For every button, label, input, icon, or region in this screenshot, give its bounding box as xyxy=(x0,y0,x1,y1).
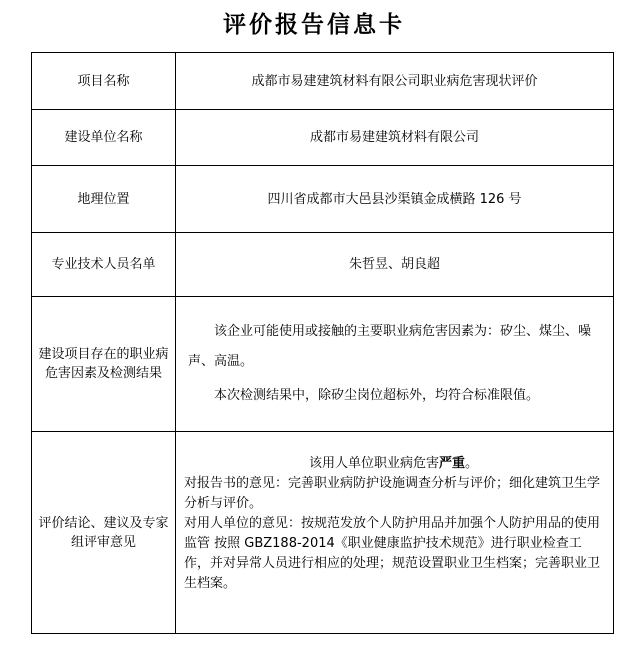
row-conclusion xyxy=(32,432,614,634)
staff-value: 朱哲昱、胡良超 xyxy=(176,233,614,297)
row-location xyxy=(32,166,614,233)
conclusion-value xyxy=(176,432,614,634)
row-construction-unit xyxy=(32,110,614,166)
row-hazards xyxy=(32,297,614,432)
hazards-results-text: 本次检测结果中，除矽尘岗位超标外，均符合标准限值。 xyxy=(214,388,540,403)
hazards-factors-text: 该企业可能使用或接触的主要职业病危害因素为：矽尘、煤尘、噪声、高温。 xyxy=(188,324,592,369)
location-label: 地理位置 xyxy=(32,166,176,233)
construction-unit-value: 成都市易建建筑材料有限公司 xyxy=(176,110,614,166)
hazards-label: 建设项目存在的职业病危害因素及检测结果 xyxy=(32,297,176,432)
location-value: 四川省成都市大邑县沙渠镇金成横路 126 号 xyxy=(176,166,614,233)
page-title: 评价报告信息卡 xyxy=(223,12,405,38)
project-name-label: 项目名称 xyxy=(32,53,176,110)
report-info-card-table xyxy=(31,52,614,634)
construction-unit-label: 建设单位名称 xyxy=(32,110,176,166)
conclusion-employer-opinion: 对用人单位的意见：按规范发放个人防护用品并加强个人防护用品的使用监管 按照 GBZ188-2014《职业健康监护技术规范》进行职业检查工作，并对异常人员进行相应的处理；规范设置职业卫生档案；完善职业卫生档案。 xyxy=(184,516,601,591)
row-project-name xyxy=(32,53,614,110)
conclusion-summary-prefix: 该用人单位职业病危害 xyxy=(308,456,439,471)
row-staff xyxy=(32,233,614,297)
conclusion-summary-emphasis: 严重 xyxy=(438,456,465,471)
conclusion-summary xyxy=(184,454,603,474)
project-name-value: 成都市易建建筑材料有限公司职业病危害现状评价 xyxy=(176,53,614,110)
conclusion-label: 评价结论、建议及专家组评审意见 xyxy=(32,432,176,634)
conclusion-report-opinion: 对报告书的意见：完善职业病防护设施调查分析与评价；细化建筑卫生学分析与评价。 xyxy=(184,476,601,511)
conclusion-summary-suffix: 。 xyxy=(465,456,479,471)
staff-label: 专业技术人员名单 xyxy=(32,233,176,297)
hazards-value xyxy=(176,297,614,432)
